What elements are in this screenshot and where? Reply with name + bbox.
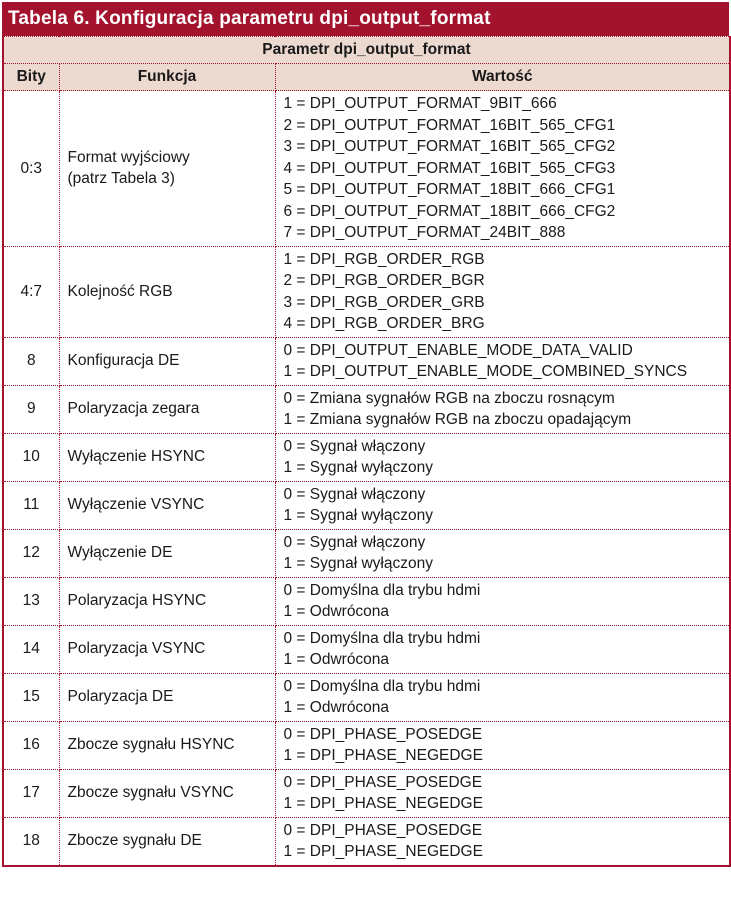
- cell-value: [275, 625, 730, 673]
- table-row: [3, 481, 730, 529]
- function-line: Kolejność RGB: [67, 282, 173, 300]
- table-row: [3, 433, 730, 481]
- function-line: Wyłączenie DE: [67, 544, 173, 562]
- config-table: [2, 36, 731, 867]
- cell-value: [275, 385, 730, 433]
- function-line: Konfiguracja DE: [67, 352, 180, 370]
- cell-function: [59, 673, 275, 721]
- cell-value: [275, 673, 730, 721]
- value-line: 7 = DPI_OUTPUT_FORMAT_24BIT_888: [283, 224, 566, 241]
- column-header-bits: Bity: [3, 64, 59, 91]
- cell-bits: 0:3: [3, 91, 59, 247]
- function-line: Format wyjściowy: [67, 148, 190, 166]
- cell-value: [275, 769, 730, 817]
- value-line: 1 = DPI_OUTPUT_ENABLE_MODE_COMBINED_SYNCS: [283, 363, 688, 380]
- cell-function: [59, 246, 275, 337]
- table-row: [3, 577, 730, 625]
- value-line: 3 = DPI_RGB_ORDER_GRB: [283, 293, 485, 311]
- value-line: 1 = Zmiana sygnałów RGB na zboczu opadającym: [283, 411, 632, 428]
- cell-function: [59, 817, 275, 866]
- value-line: 2 = DPI_RGB_ORDER_BGR: [283, 272, 485, 289]
- value-line: 1 = Sygnał wyłączony: [283, 555, 433, 572]
- value-line: 1 = Odwrócona: [283, 603, 390, 620]
- value-line: 4 = DPI_RGB_ORDER_BRG: [283, 315, 485, 332]
- cell-value: [275, 817, 730, 866]
- value-line: 0 = Sygnał włączony: [283, 533, 426, 551]
- cell-value: [275, 433, 730, 481]
- value-line: 1 = Odwrócona: [283, 699, 390, 716]
- column-header-function: Funkcja: [59, 64, 275, 91]
- cell-bits: 18: [3, 817, 59, 866]
- cell-function: [59, 577, 275, 625]
- value-line: 0 = Domyślna dla trybu hdmi: [283, 581, 481, 599]
- table-row: [3, 673, 730, 721]
- table-title: Tabela 6. Konfiguracja parametru dpi_output_format: [2, 2, 729, 36]
- function-line: Polaryzacja VSYNC: [67, 640, 206, 658]
- cell-function: [59, 625, 275, 673]
- value-line: 0 = DPI_PHASE_POSEDGE: [283, 821, 483, 839]
- cell-bits: 12: [3, 529, 59, 577]
- value-line: 1 = Sygnał wyłączony: [283, 507, 433, 524]
- table-row: [3, 529, 730, 577]
- table-row: [3, 337, 730, 385]
- param-header: Parametr dpi_output_format: [3, 37, 730, 64]
- cell-value: [275, 577, 730, 625]
- value-line: 4 = DPI_OUTPUT_FORMAT_16BIT_565_CFG3: [283, 159, 616, 177]
- column-header-row: [3, 64, 730, 91]
- table-row: [3, 246, 730, 337]
- function-line: Zbocze sygnału HSYNC: [67, 736, 235, 754]
- function-line: Zbocze sygnału VSYNC: [67, 784, 234, 802]
- function-line: Zbocze sygnału DE: [67, 832, 202, 850]
- value-line: 1 = Odwrócona: [283, 651, 390, 668]
- function-line: Polaryzacja DE: [67, 688, 174, 706]
- cell-bits: 17: [3, 769, 59, 817]
- cell-function: [59, 481, 275, 529]
- function-line: Polaryzacja zegara: [67, 400, 200, 418]
- cell-bits: 9: [3, 385, 59, 433]
- function-line: (patrz Tabela 3): [67, 170, 175, 188]
- value-line: 3 = DPI_OUTPUT_FORMAT_16BIT_565_CFG2: [283, 138, 616, 155]
- function-line: Polaryzacja HSYNC: [67, 592, 207, 610]
- value-line: 0 = Domyślna dla trybu hdmi: [283, 629, 481, 647]
- table-row: [3, 721, 730, 769]
- value-line: 1 = DPI_RGB_ORDER_RGB: [283, 250, 485, 268]
- value-line: 0 = Zmiana sygnałów RGB na zboczu rosnącym: [283, 389, 615, 407]
- cell-bits: 10: [3, 433, 59, 481]
- cell-bits: 14: [3, 625, 59, 673]
- config-table-figure: [2, 2, 729, 867]
- cell-value: [275, 721, 730, 769]
- cell-value: [275, 337, 730, 385]
- cell-function: [59, 721, 275, 769]
- cell-value: [275, 91, 730, 247]
- cell-bits: 16: [3, 721, 59, 769]
- value-line: 1 = DPI_OUTPUT_FORMAT_9BIT_666: [283, 95, 557, 112]
- function-line: Wyłączenie HSYNC: [67, 448, 206, 466]
- cell-bits: 8: [3, 337, 59, 385]
- cell-function: [59, 91, 275, 247]
- value-line: 1 = DPI_PHASE_NEGEDGE: [283, 843, 483, 860]
- table-row: [3, 817, 730, 866]
- cell-value: [275, 529, 730, 577]
- cell-bits: 15: [3, 673, 59, 721]
- table-body: [3, 91, 730, 866]
- cell-function: [59, 529, 275, 577]
- value-line: 1 = DPI_PHASE_NEGEDGE: [283, 747, 483, 764]
- cell-function: [59, 385, 275, 433]
- value-line: 1 = DPI_PHASE_NEGEDGE: [283, 795, 483, 812]
- value-line: 1 = Sygnał wyłączony: [283, 459, 433, 476]
- param-header-row: [3, 37, 730, 64]
- table-row: [3, 769, 730, 817]
- value-line: 0 = Domyślna dla trybu hdmi: [283, 677, 481, 695]
- value-line: 0 = DPI_OUTPUT_ENABLE_MODE_DATA_VALID: [283, 341, 633, 359]
- cell-function: [59, 337, 275, 385]
- cell-value: [275, 246, 730, 337]
- table-row: [3, 625, 730, 673]
- cell-value: [275, 481, 730, 529]
- table-row: [3, 91, 730, 247]
- value-line: 0 = DPI_PHASE_POSEDGE: [283, 773, 483, 791]
- value-line: 0 = Sygnał włączony: [283, 437, 426, 455]
- value-line: 0 = Sygnał włączony: [283, 485, 426, 503]
- cell-bits: 4:7: [3, 246, 59, 337]
- function-line: Wyłączenie VSYNC: [67, 496, 205, 514]
- value-line: 6 = DPI_OUTPUT_FORMAT_18BIT_666_CFG2: [283, 202, 616, 220]
- cell-function: [59, 433, 275, 481]
- table-row: [3, 385, 730, 433]
- column-header-value: Wartość: [275, 64, 730, 91]
- cell-bits: 13: [3, 577, 59, 625]
- value-line: 0 = DPI_PHASE_POSEDGE: [283, 725, 483, 743]
- value-line: 2 = DPI_OUTPUT_FORMAT_16BIT_565_CFG1: [283, 116, 616, 134]
- cell-bits: 11: [3, 481, 59, 529]
- cell-function: [59, 769, 275, 817]
- value-line: 5 = DPI_OUTPUT_FORMAT_18BIT_666_CFG1: [283, 181, 616, 198]
